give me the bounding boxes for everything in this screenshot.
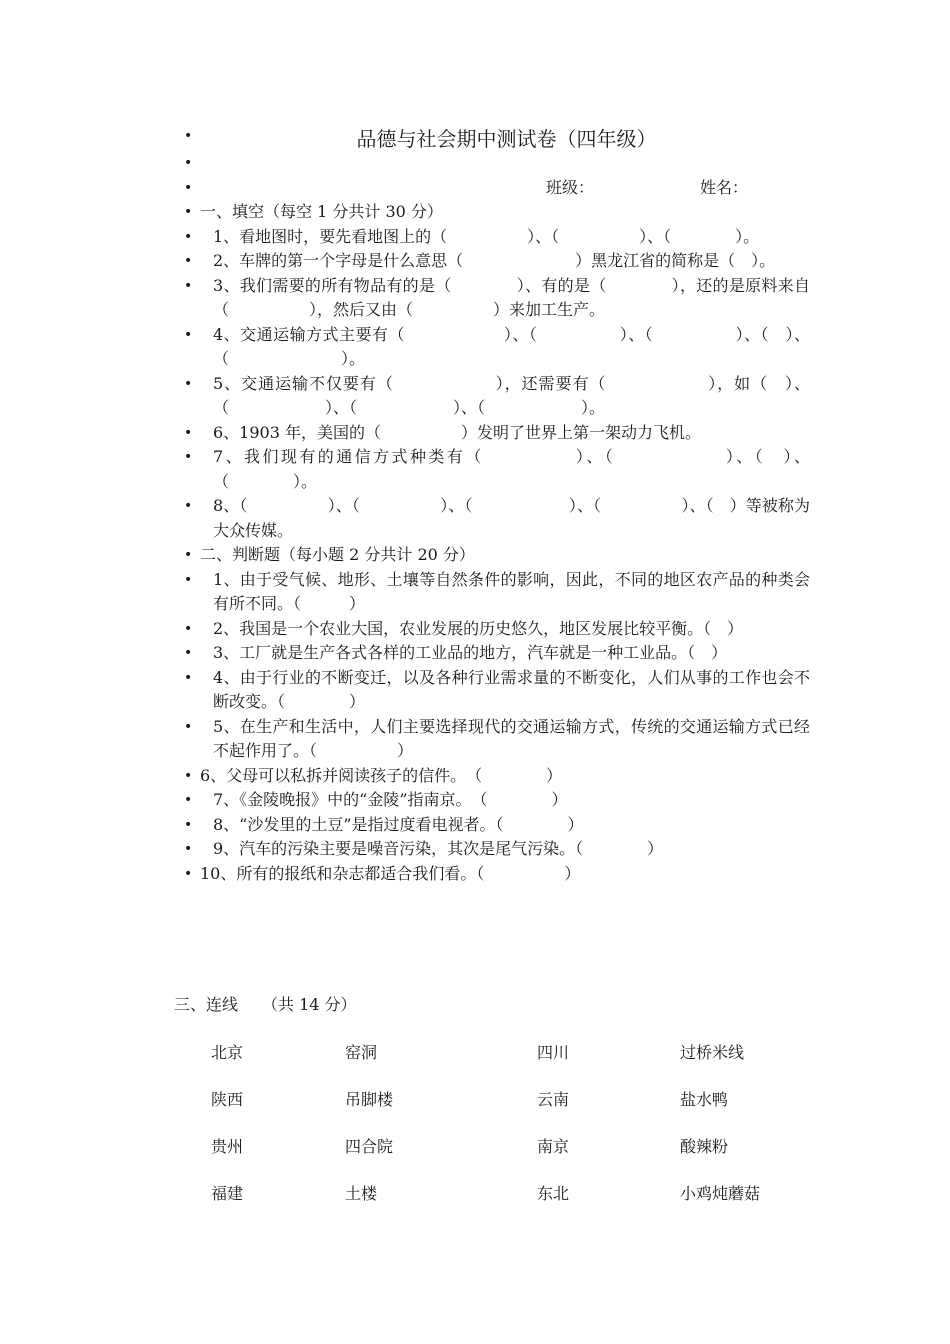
- fill-question: • 4、交通运输方式主要有（ ）、（ ）、（ ）、（ ）、（ ）。: [180, 323, 810, 372]
- fill-question: • 3、我们需要的所有物品有的是（ ）、有的是（ ），还的是原料来自（ ），然后又由（ ）来加工生产。: [180, 274, 810, 323]
- match-item: 过桥米线: [680, 1043, 745, 1062]
- fill-question: • 2、车牌的第一个字母是什么意思（ ）黑龙江省的简称是（ ）。: [180, 249, 810, 274]
- judge-question: • 10、所有的报纸和杂志都适合我们看。（ ）: [180, 862, 810, 887]
- fill-question: • 5、交通运输不仅要有（ ），还需要有（ ），如（ ）、（ ）、（ ）、（ ）。: [180, 372, 810, 421]
- fill-question: • 1、看地图时，要先看地图上的（ ）、（ ）、（ ）。: [180, 225, 810, 250]
- match-item: 南京: [537, 1137, 570, 1156]
- student-info-row: [180, 176, 810, 201]
- match-item: 小鸡炖蘑菇: [680, 1184, 761, 1203]
- section1-heading: • 一、填空（每空 1 分共计 30 分）: [180, 200, 810, 225]
- section3-heading: 三、连线 （共 14 分）: [174, 995, 357, 1014]
- match-item: 盐水鸭: [680, 1090, 729, 1109]
- match-item: 云南: [537, 1090, 570, 1109]
- judge-question: • 8、“沙发里的土豆”是指过度看电视者。（ ）: [180, 813, 810, 838]
- title-row: [180, 124, 810, 151]
- match-item: 酸辣粉: [680, 1137, 729, 1156]
- match-item: 四合院: [345, 1137, 394, 1156]
- match-item: 吊脚楼: [345, 1090, 394, 1109]
- match-item: 土楼: [345, 1184, 378, 1203]
- page-title: • 品德与社会期中测试卷（四年级）: [356, 127, 657, 151]
- judge-question: • 9、汽车的污染主要是噪音污染，其次是尾气污染。（ ）: [180, 837, 810, 862]
- class-label: • 班级：: [546, 177, 595, 197]
- match-item: 贵州: [211, 1137, 244, 1156]
- empty-row: [180, 151, 810, 176]
- judge-question: • 5、在生产和生活中，人们主要选择现代的交通运输方式，传统的交通运输方式已经不起作用了。（ ）: [180, 715, 810, 764]
- match-item: 四川: [537, 1043, 570, 1062]
- match-item: 北京: [211, 1043, 244, 1062]
- match-item: 东北: [537, 1184, 570, 1203]
- judge-question: • 2、我国是一个农业大国，农业发展的历史悠久，地区发展比较平衡。（ ）: [180, 617, 810, 642]
- judge-question: • 6、父母可以私拆并阅读孩子的信件。 （ ）: [180, 764, 810, 789]
- match-item: 窑洞: [345, 1043, 378, 1062]
- match-item: 福建: [211, 1184, 244, 1203]
- section2-heading: • 二、判断题（每小题 2 分共计 20 分）: [180, 543, 810, 568]
- match-item: 陕西: [211, 1090, 244, 1109]
- exam-list: [180, 124, 810, 886]
- fill-question: • 7、我们现有的通信方式种类有（ ）、（ ）、（ ）、（ ）。: [180, 445, 810, 494]
- name-label: 姓名：: [700, 177, 749, 197]
- fill-question: • 6、1903 年，美国的（ ）发明了世界上第一架动力飞机。: [180, 421, 810, 446]
- judge-question: • 4、由于行业的不断变迁，以及各种行业需求量的不断变化，人们从事的工作也会不断改变。（ ）: [180, 666, 810, 715]
- judge-question: • 3、工厂就是生产各式各样的工业品的地方，汽车就是一种工业品。（ ）: [180, 641, 810, 666]
- judge-question: • 1、由于受气候、地形、土壤等自然条件的影响，因此，不同的地区农产品的种类会有所不同。（ ）: [180, 568, 810, 617]
- fill-question: • 8、（ ）、（ ）、（ ）、（ ）、（ ）等被称为大众传媒。: [180, 494, 810, 543]
- judge-question: • 7、《金陵晚报》中的“金陵”指南京。 （ ）: [180, 788, 810, 813]
